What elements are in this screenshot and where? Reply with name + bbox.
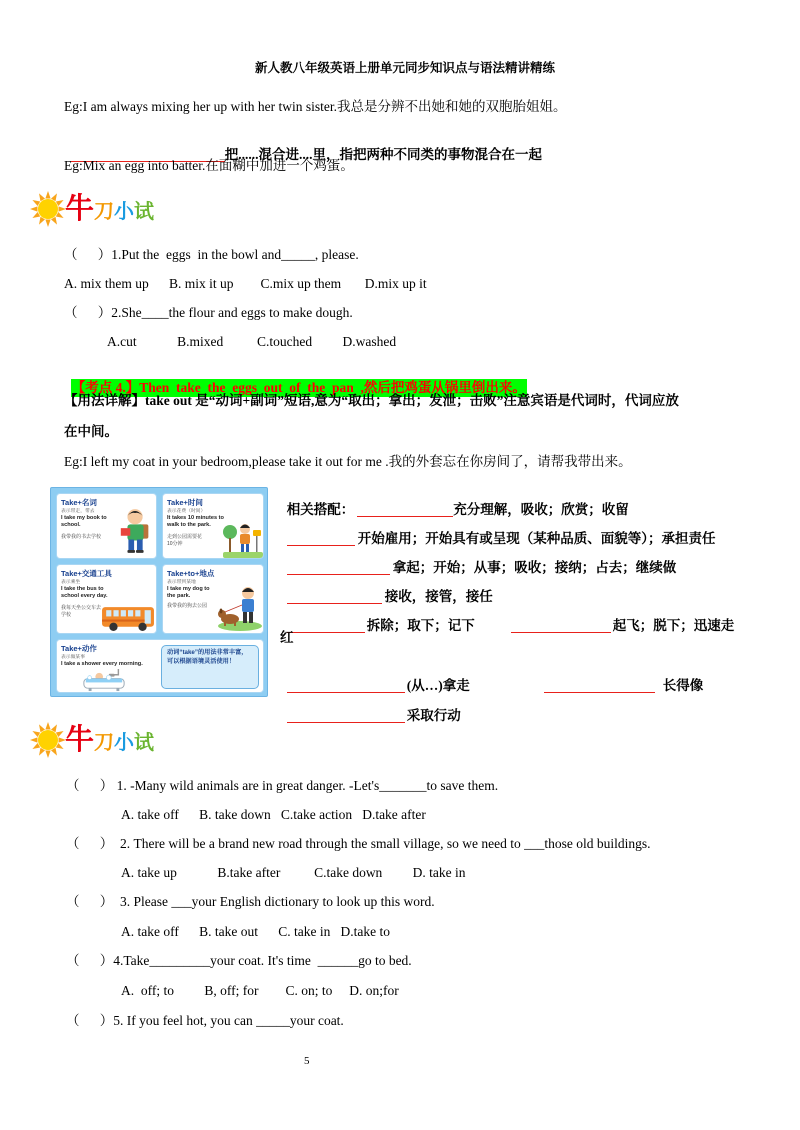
infographic-card-take-time [162,493,264,559]
question-stem: （ ）4.Take_________your coat. It's time ______go to bed. [66,953,412,968]
card-title: Take+交通工具 [61,569,112,578]
sun-ray [31,212,40,220]
sun-icon [30,191,66,227]
card-example: I take a shower every morning. [61,661,143,667]
card-title: Take+时间 [167,498,203,507]
card-meaning: 表示花费（时间） [167,509,206,514]
question-options: A. mix them up B. mix it up C.mix up them D.mix up it [64,276,427,291]
question-stem: （ ）2.She____the flour and eggs to make dough. [64,305,353,320]
kid-with-dog-illustration [217,581,263,631]
sun-ray [56,729,65,737]
collocation-wrapped-tail: 红 [280,630,294,645]
heading-char: 刀 [94,730,115,754]
practice-heading-text [65,720,154,763]
card-title: Take+动作 [61,644,97,653]
sun-ray [37,192,45,201]
page-header-title: 新人教八年级英语上册单元同步知识点与语法精讲精练 [254,61,555,75]
heading-char: 小 [114,730,135,754]
infographic-card-take-noun [56,493,157,559]
collocation-meaning: 拿起；开始；从事；吸收；接纳；占去；继续做 [392,560,677,575]
kid-with-book-illustration [117,506,155,556]
usage-explanation-line-2: 在中间。 [64,424,118,439]
sun-ray [56,198,65,206]
card-title: Take+名词 [61,498,97,507]
heading-char: 试 [134,199,155,223]
practice-heading [30,720,170,760]
question-options: A.cut B.mixed C.touched D.washed [107,334,397,349]
sun-ray [56,743,65,751]
walking-kid-illustration [223,518,263,558]
collocation-line [537,659,703,695]
sun-ray [30,206,38,211]
exam-point-title: 【考点 4.】Then take the eggs out of the pan ,然后把鸡蛋从锅里倒出来。 [71,380,526,395]
usage-explanation-line-1: 【用法详解】take out 是“动词+副词”短语,意为“取出；拿出；发泄；击败”注意宾语是代词时，代词应放 [64,393,679,408]
mix-into-definition: 把......混合进....里，指把两种不同类的事物混合在一起 [224,147,542,162]
sun-ray [30,737,38,742]
answer-blank [511,619,611,633]
card-meaning: 表示乘坐 [61,580,81,585]
mix-into-example: Eg:Mix an egg into batter.在面糊中加进一个鸡蛋。 [64,158,354,173]
question-options: A. take up B.take after C.take down D. take in [121,865,466,880]
question-options: A. take off B. take out C. take in D.take to [121,924,390,939]
collocation-meaning: 开始雇用；开始具有或呈现（某种品质、面貌等）；承担责任 [357,531,716,546]
sun-ray [31,743,40,751]
collocation-meaning: 接收，接管，接任 [384,589,493,604]
sun-ray [37,748,45,757]
sun-ray [51,192,59,201]
card-example: I take the bus to school every day. [61,586,108,599]
collocation-meaning: 拆除；取下；记下 [366,618,475,633]
sun-ray [37,723,45,732]
sun-ray [45,191,50,199]
heading-char: 刀 [94,199,115,223]
bus-illustration [101,605,155,632]
card-meaning: 表示做某事 [61,655,85,660]
mix-up-example-1: Eg:I am always mixing her up with her twin sister.我总是分辨不出她和她的双胞胎姐姐。 [64,99,567,114]
card-example: I take my dog to the park. [167,586,210,599]
card-translation: 走到公园需要花10分钟 [167,534,203,547]
question-stem: （ ） 2. There will be a brand new road through the small village, so we need to ___those old buildings. [66,836,651,851]
answer-blank [544,679,655,693]
question-stem: （ ）5. If you feel hot, you can _____your coat. [66,1013,344,1028]
bathtub-illustration [79,669,129,692]
practice-heading-text [65,189,154,232]
page-number: 5 [304,1055,310,1067]
card-meaning: 表示带到某地 [167,580,196,585]
practice-heading [30,189,170,229]
card-title: Take+to+地点 [167,569,215,578]
answer-blank [287,709,405,723]
collocation-label: 相关搭配： [286,502,355,517]
collocation-line [280,599,475,635]
answer-blank [287,619,365,633]
take-usage-infographic [50,487,268,697]
heading-char: 小 [114,199,135,223]
infographic-card-take-to-place [162,564,264,634]
question-stem: （ ）1.Put the eggs in the bowl and_____, please. [64,247,359,262]
collocation-line [504,599,734,635]
question-options: A. take off B. take down C.take action D.take after [121,807,426,822]
sun-ray [45,722,50,730]
sun-ray [56,212,65,220]
sun-ray [51,748,59,757]
card-example: It takes 10 minutes to walk to the park. [167,515,224,528]
collocation-meaning: 起飞；脱下；迅速走 [612,618,735,633]
card-translation: 我带我的狗去公园 [167,603,208,609]
sun-ray [37,217,45,226]
sun-ray [31,729,40,737]
infographic-card-take-action [56,639,264,693]
question-options: A. off; to B, off; for C. on; to D. on;for [121,983,399,998]
infographic-card-take-transport [56,564,157,634]
tip-speech-bubble: 动词“take”的用法非常丰富，可以根据语境灵活使用！ [161,645,259,689]
collocation-meaning: 采取行动 [406,708,461,723]
collocation-line [280,689,461,725]
heading-char: 牛 [65,191,95,225]
card-translation: 我带我的书去学校 [61,534,102,540]
sun-ray [51,723,59,732]
sun-ray [45,220,50,228]
card-meaning: 表示带走，带去 [61,509,95,514]
sun-ray [51,217,59,226]
card-translation: 我每天坐公交车去学校 [61,605,102,618]
heading-char: 试 [134,730,155,754]
sun-ray [45,751,50,759]
sun-ray [31,198,40,206]
collocation-meaning: (从…)拿走 [406,678,470,693]
card-example: I take my book to school. [61,515,107,528]
collocation-meaning: 充分理解，吸收；欣赏；收留 [453,502,629,517]
collocation-meaning: 长得像 [662,678,704,693]
heading-char: 牛 [65,722,95,756]
question-stem: （ ） 3. Please ___your English dictionary to look up this word. [66,894,435,909]
sun-icon [30,722,66,758]
take-out-example: Eg:I left my coat in your bedroom,please take it out for me .我的外套忘在你房间了，请帮我带出来。 [64,454,632,469]
question-stem: （ ） 1. -Many wild animals are in great danger. -Let's_______to save them. [66,778,499,793]
